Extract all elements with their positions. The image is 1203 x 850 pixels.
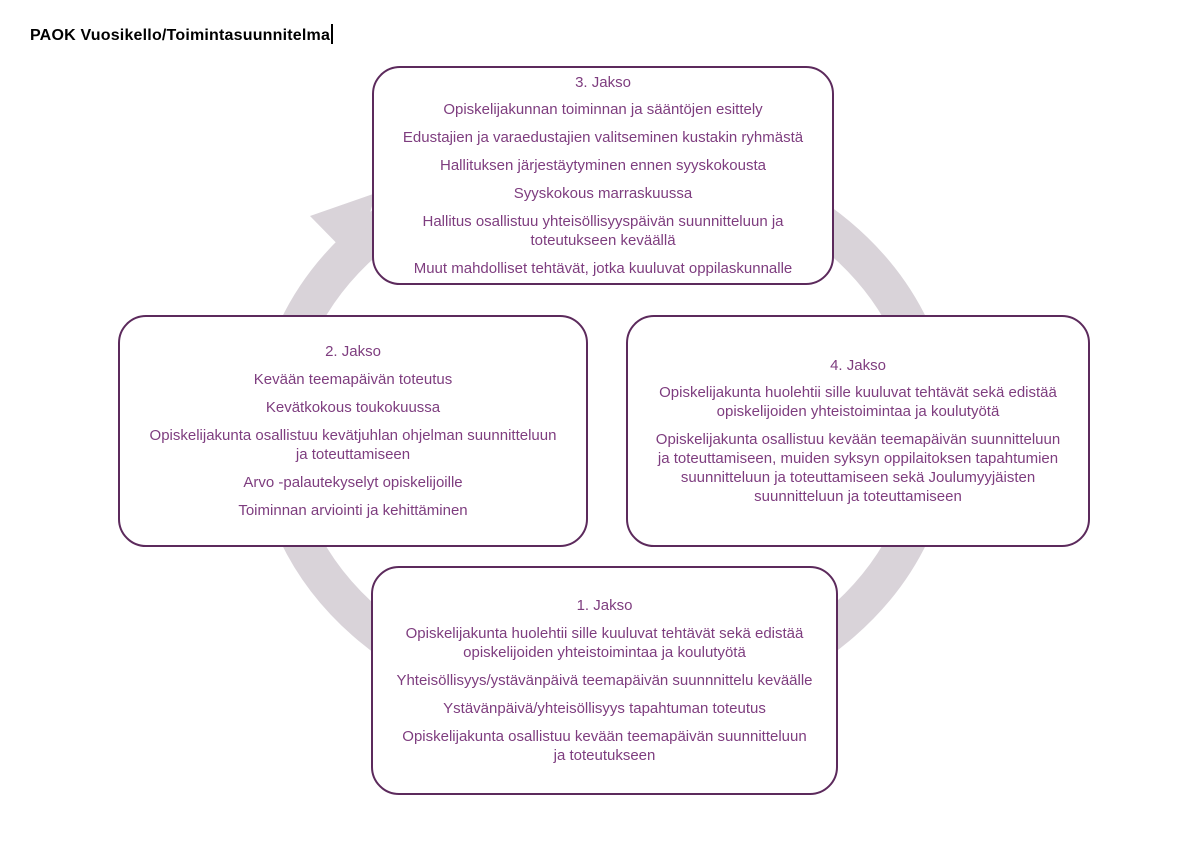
box-item: Opiskelijakunta huolehtii sille kuuluvat tehtävät sekä edistää opiskelijoiden yhteistoimintaa ja koulutyötä	[405, 624, 804, 661]
page-title-text: PAOK Vuosikello/Toimintasuunnitelma	[30, 27, 331, 44]
page-title[interactable]	[30, 24, 333, 45]
box-jakso-2[interactable]	[118, 315, 588, 547]
box-heading: 3. Jakso	[575, 73, 631, 91]
box-heading: 2. Jakso	[325, 343, 381, 360]
box-item: Opiskelijakunta huolehtii sille kuuluvat tehtävät sekä edistää opiskelijoiden yhteistoimintaa ja koulutyötä	[659, 384, 1057, 420]
box-item: Toiminnan arviointi ja kehittäminen	[238, 501, 468, 519]
box-item: Kevään teemapäivän toteutus	[253, 370, 453, 388]
box-jakso-3[interactable]	[372, 66, 834, 285]
box-jakso-1[interactable]	[371, 566, 838, 795]
box-item: Edustajien ja varaedustajien valitseminen kustakin ryhmästä	[402, 129, 804, 146]
box-heading: 1. Jakso	[576, 597, 633, 614]
box-item: Muut mahdolliset tehtävät, jotka kuuluvat oppilaskunnalle	[413, 260, 793, 277]
box-item: Arvo -palautekyselyt opiskelijoille	[243, 473, 463, 491]
text-cursor	[331, 24, 333, 44]
box-item: Ystävänpäivä/yhteisöllisyys tapahtuman toteutus	[443, 699, 766, 717]
box-item: Opiskelijakunta osallistuu kevään teemapäivän suunnitteluun ja toteutukseen	[402, 727, 807, 764]
box-item: Yhteisöllisyys/ystävänpäivä teemapäivän suunnnittelu keväälle	[396, 671, 813, 689]
box-item: Opiskelijakunta osallistuu kevään teemapäivän suunnitteluun ja toteuttamiseen, muiden syksyn oppilaitoksen tapahtumien suunnitteluun ja toteuttamiseen sekä Joulumyyjäisten suunnitteluun ja toteuttamiseen	[655, 431, 1061, 505]
box-item: Opiskelijakunta osallistuu kevätjuhlan ohjelman suunnitteluun ja toteuttamiseen	[149, 426, 557, 463]
box-item: Syyskokous marraskuussa	[513, 185, 693, 202]
box-item: Hallitus osallistuu yhteisöllisyyspäivän suunnitteluun ja toteutukseen keväällä	[422, 213, 784, 249]
box-item: Kevätkokous toukokuussa	[265, 398, 441, 416]
box-item: Opiskelijakunnan toiminnan ja sääntöjen esittely	[443, 101, 763, 118]
box-item: Hallituksen järjestäytyminen ennen syyskokousta	[440, 157, 766, 174]
box-heading: 4. Jakso	[830, 356, 886, 374]
box-jakso-4[interactable]	[626, 315, 1090, 547]
